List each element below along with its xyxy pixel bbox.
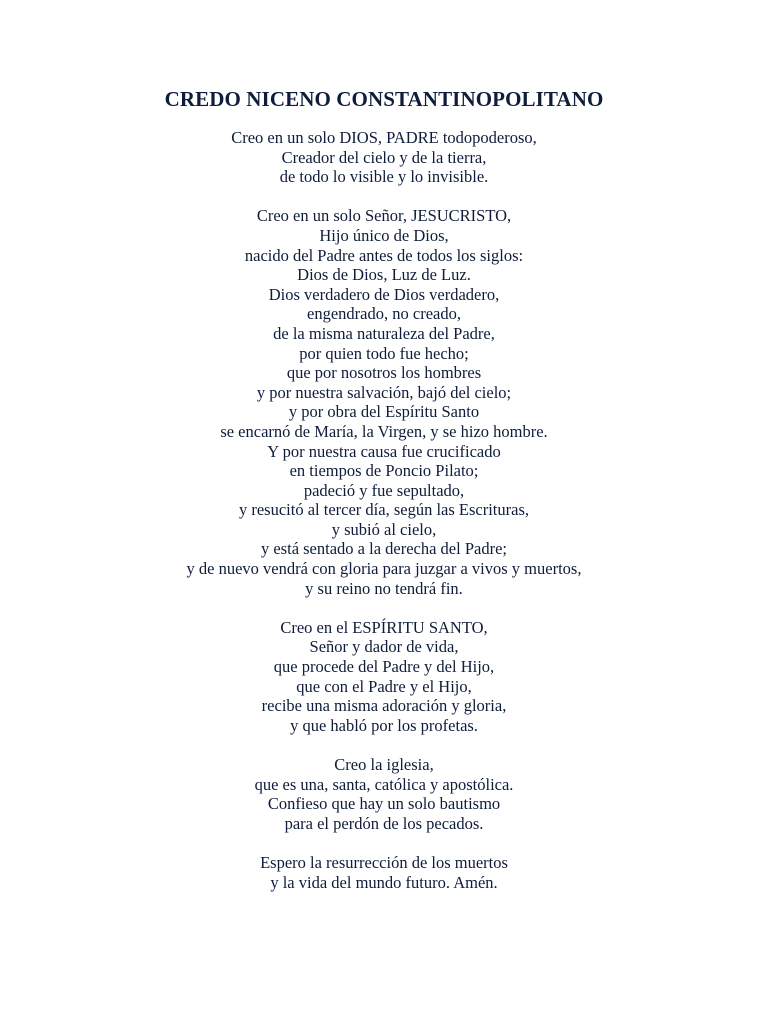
stanza-3 <box>0 618 768 736</box>
stanza-2 <box>0 206 768 598</box>
creed-line: Dios verdadero de Dios verdadero, <box>268 284 500 304</box>
creed-line: Creo en un solo Señor, JESUCRISTO, <box>256 206 512 226</box>
creed-line: recibe una misma adoración y gloria, <box>261 696 507 716</box>
creed-line: y resucitó al tercer día, según las Escrituras, <box>238 500 529 520</box>
creed-line: que por nosotros los hombres <box>286 363 482 383</box>
creed-line: y de nuevo vendrá con gloria para juzgar a vivos y muertos, <box>186 559 582 579</box>
creed-line: y por obra del Espíritu Santo <box>288 402 480 422</box>
creed-line: de todo lo visible y lo invisible. <box>279 167 489 187</box>
creed-line: en tiempos de Poncio Pilato; <box>289 461 479 481</box>
creed-line: se encarnó de María, la Virgen, y se hizo hombre. <box>220 421 548 441</box>
creed-line: Creo la iglesia, <box>334 755 434 774</box>
creed-line: engendrado, no creado, <box>307 304 461 324</box>
creed-line: que con el Padre y el Hijo, <box>296 676 472 696</box>
creed-line: nacido del Padre antes de todos los siglos: <box>244 245 524 265</box>
creed-text <box>0 128 768 912</box>
stanza-4 <box>0 755 768 833</box>
creed-line: y su reino no tendrá fin. <box>305 578 463 598</box>
stanza-1 <box>0 128 768 187</box>
creed-line: Confieso que hay un solo bautismo <box>267 794 501 814</box>
stanza-5 <box>0 853 768 892</box>
creed-line: por quien todo fue hecho; <box>299 343 469 363</box>
creed-line: padeció y fue sepultado, <box>303 480 465 500</box>
creed-line: Señor y dador de vida, <box>309 637 459 657</box>
creed-line: que procede del Padre y del Hijo, <box>273 657 495 677</box>
creed-line: y por nuestra salvación, bajó del cielo; <box>256 382 512 402</box>
creed-line: Creo en un solo DIOS, PADRE todopoderoso, <box>231 128 537 147</box>
creed-line: y la vida del mundo futuro. Amén. <box>270 872 498 892</box>
creed-line: Dios de Dios, Luz de Luz. <box>297 265 471 285</box>
page-title: CREDO NICENO CONSTANTINOPOLITANO <box>164 87 604 111</box>
creed-line: Creador del cielo y de la tierra, <box>281 147 487 167</box>
creed-line: que es una, santa, católica y apostólica. <box>254 774 514 794</box>
creed-line: Espero la resurrección de los muertos <box>260 852 508 872</box>
creed-line: y que habló por los profetas. <box>290 715 478 735</box>
creed-line: y está sentado a la derecha del Padre; <box>260 539 507 559</box>
creed-line: y subió al cielo, <box>331 519 437 539</box>
creed-line: Creo en el ESPÍRITU SANTO, <box>280 617 488 637</box>
creed-line: Y por nuestra causa fue crucificado <box>267 441 501 461</box>
creed-line: Hijo único de Dios, <box>319 225 449 245</box>
creed-line: para el perdón de los pecados. <box>284 813 484 833</box>
creed-line: de la misma naturaleza del Padre, <box>273 323 495 343</box>
